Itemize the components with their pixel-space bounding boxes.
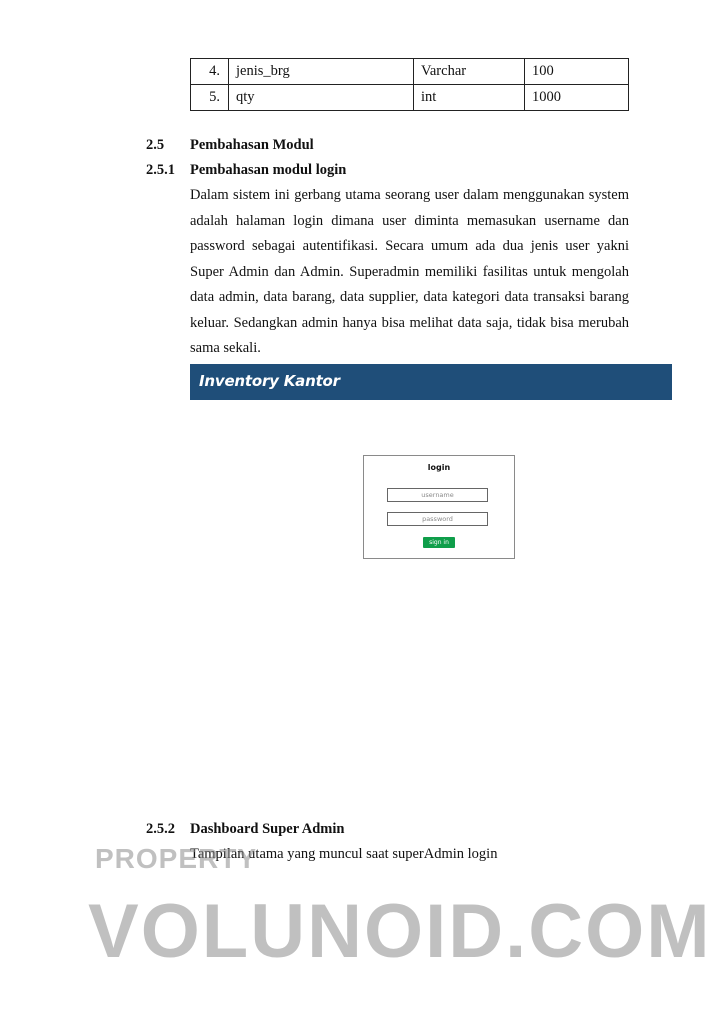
table-row (191, 59, 629, 85)
field-length: 1000 (525, 85, 629, 111)
field-name: jenis_brg (229, 59, 414, 85)
login-module-paragraph: Dalam sistem ini gerbang utama seorang user dalam menggunakan system adalah halaman login dimana user diminta memasukan username dan password sebagai autentifikasi. Secara umum ada dua jenis user yakni Super Admin dan Admin. Superadmin memiliki fasilitas untuk mengolah data admin, data barang, data supplier, data kategori data transaksi barang keluar. Sedangkan admin hanya bisa melihat data saja, tidak bisa merubah sama sekali. (190, 187, 629, 356)
field-type: Varchar (414, 59, 525, 85)
login-form (363, 455, 515, 559)
row-number: 4. (191, 59, 229, 85)
watermark-site: VOLUNOID.COM (88, 889, 712, 974)
sign-in-button[interactable]: sign in (423, 537, 455, 548)
login-title: login (427, 463, 451, 472)
username-input[interactable] (387, 488, 488, 502)
password-input[interactable] (387, 512, 488, 526)
watermark-property: PROPERTY (95, 843, 258, 874)
section-number: 2.5 (146, 137, 165, 153)
table-row (191, 85, 629, 111)
section-title: Dashboard Super Admin (190, 821, 345, 837)
field-length: 100 (525, 59, 629, 85)
field-type: int (414, 85, 525, 111)
app-brand-title: Inventory Kantor (199, 372, 340, 390)
section-number: 2.5.2 (146, 821, 175, 837)
row-number: 5. (191, 85, 229, 111)
section-number: 2.5.1 (146, 162, 175, 178)
section-title: Pembahasan Modul (190, 137, 314, 153)
field-name: qty (229, 85, 414, 111)
field-table (190, 58, 629, 111)
app-header-banner (190, 364, 672, 400)
section-title: Pembahasan modul login (190, 162, 347, 178)
dashboard-caption: Tampilan utama yang muncul saat superAdmin login (190, 846, 498, 862)
